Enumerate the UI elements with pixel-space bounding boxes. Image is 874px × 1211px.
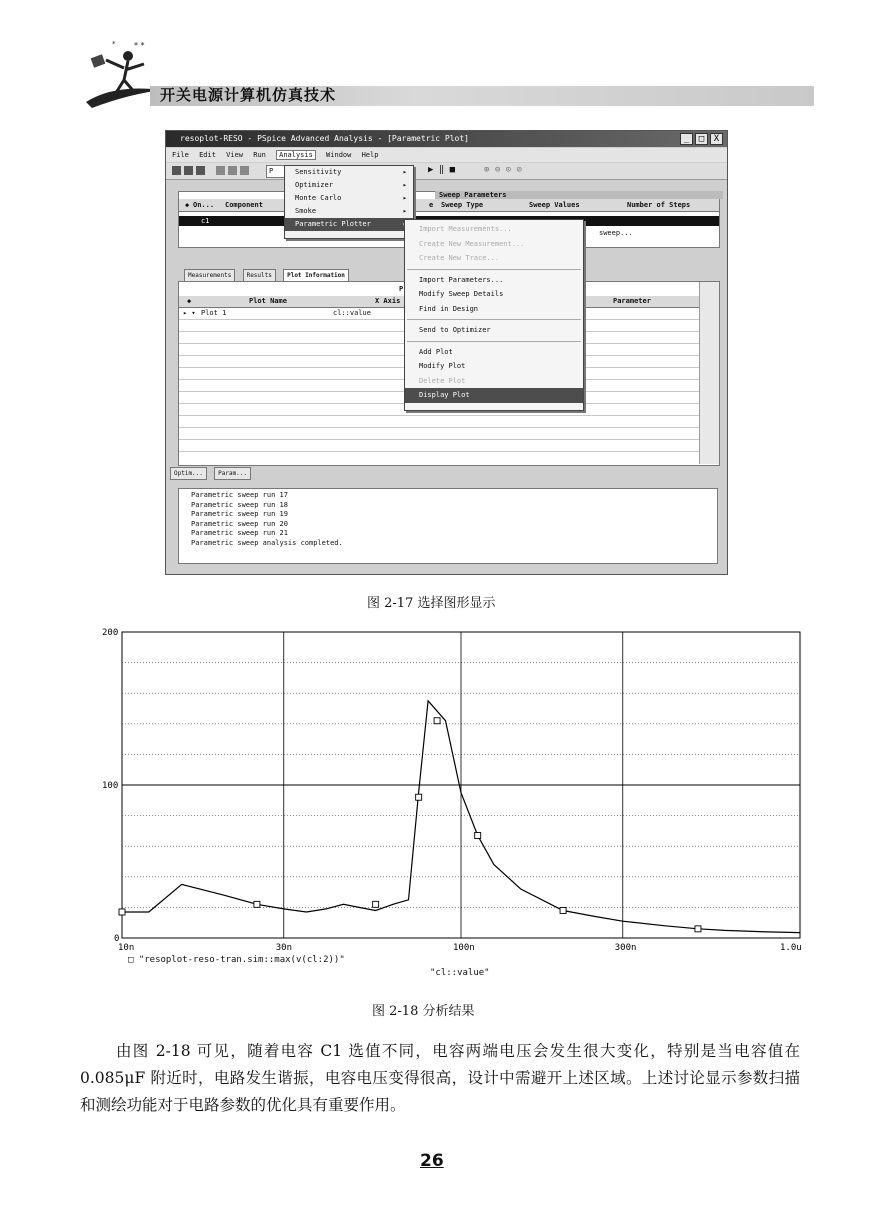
sweep-grid-header: ◆ On... Component e Sweep Type Sweep Values Number of Steps xyxy=(179,199,719,212)
print-icon[interactable] xyxy=(196,166,205,175)
y-tick-label: 0 xyxy=(114,934,120,944)
submenu-find-in-design[interactable]: Find in Design xyxy=(419,304,479,313)
y-tick-label: 100 xyxy=(102,781,119,791)
submenu-send-to-optimizer[interactable]: Send to Optimizer xyxy=(419,326,491,334)
window-titlebar xyxy=(166,131,727,147)
x-tick-label: 300n xyxy=(614,943,637,953)
book-title: 开关电源计算机仿真技术 xyxy=(160,86,337,104)
maximize-button[interactable]: □ xyxy=(695,133,708,145)
output-log xyxy=(178,488,718,564)
submenu-add-plot[interactable]: Add Plot xyxy=(419,347,453,356)
menu-item-parametric-plotter[interactable]: Parametric Plotter xyxy=(285,218,413,231)
menu-view[interactable]: View xyxy=(226,151,244,159)
pspice-window xyxy=(165,130,728,575)
body-paragraph: 由图 2-18 可见，随着电容 C1 选值不同，电容两端电压会发生很大变化，特别是当电容值在 0.085μF 附近时，电路发生谐振，电容电压变得很高，设计中需避开上述区域。上述讨论显示参数扫描和测绘功能对于电路参数的优化具有重要作用。 xyxy=(80,1042,800,1114)
menu-item-optimizer[interactable]: Optimizer ▸ xyxy=(295,181,407,189)
menu-item-sensitivity[interactable]: Sensitivity ▸ xyxy=(295,168,407,176)
col-x-axis: X Axis xyxy=(375,297,401,305)
submenu-display-plot[interactable]: Display Plot xyxy=(405,388,583,403)
plot-row-xaxis: cl::value xyxy=(333,309,371,317)
bottom-tabs xyxy=(170,467,254,481)
minimize-button[interactable]: _ xyxy=(680,133,693,145)
menu-window[interactable]: Window xyxy=(326,151,352,159)
run-icon[interactable]: ▶ ‖ ■ xyxy=(428,165,456,175)
menu-analysis[interactable]: Analysis xyxy=(276,150,316,160)
plot-grid-header: ◆ Plot Name X Axis Parameter xyxy=(179,296,699,308)
figure-caption-2-18: 图 2-18 分析结果 xyxy=(372,1004,475,1019)
log-line: Parametric sweep run 21 xyxy=(191,529,288,537)
menu-edit[interactable]: Edit xyxy=(199,151,216,159)
x-axis-label: "cl::value" xyxy=(430,968,490,978)
log-line: Parametric sweep run 18 xyxy=(191,500,288,509)
zoom-icons[interactable]: ⊕ ⊖ ⊙ ⊘ xyxy=(484,165,522,175)
figure-caption-2-17: 图 2-17 选择图形显示 xyxy=(367,596,496,611)
col-parameter: Parameter xyxy=(613,297,651,305)
svg-text:* *: * * xyxy=(134,41,145,50)
copy-icon[interactable] xyxy=(228,166,237,175)
plot-row-name: Plot 1 xyxy=(201,309,227,317)
menu-separator xyxy=(407,269,581,270)
col-component: Component xyxy=(225,201,263,209)
paste-icon[interactable] xyxy=(240,166,249,175)
tab-plot-information[interactable]: Plot Information xyxy=(283,269,349,282)
window-title: resoplot-RESO - PSpice Advanced Analysis - [Parametric Plot] xyxy=(180,134,469,143)
col-sweep-values: Sweep Values xyxy=(529,201,580,209)
plot-table-title: P xyxy=(399,285,404,293)
legend-text: "resoplot-reso-tran.sim::max(v(cl:2))" xyxy=(138,955,345,965)
log-line: Parametric sweep run 20 xyxy=(191,519,288,528)
col-on: On... xyxy=(193,201,215,209)
menu-item-monte-carlo[interactable]: Monte Carlo ▸ xyxy=(295,194,407,202)
submenu-import-measurements[interactable]: Import Measurements... xyxy=(419,225,512,233)
col-e: e xyxy=(429,201,434,209)
menu-separator xyxy=(407,341,581,342)
submenu-create-trace[interactable]: Create New Trace... xyxy=(419,254,500,262)
chart-legend xyxy=(128,955,345,965)
log-line: Parametric sweep analysis completed. xyxy=(191,538,343,547)
data-point-marker xyxy=(695,926,701,932)
data-point-marker xyxy=(373,901,379,907)
data-point-marker xyxy=(434,718,440,724)
parametric-plotter-submenu xyxy=(404,219,584,411)
submenu-create-measurement[interactable]: Create New Measurement... xyxy=(419,239,525,248)
menu-item-smoke[interactable]: Smoke ▸ xyxy=(295,207,407,215)
open-icon[interactable] xyxy=(172,166,181,175)
col-number-of-steps: Number of Steps xyxy=(627,201,691,209)
data-point-marker xyxy=(560,907,566,913)
close-button[interactable]: X xyxy=(710,133,723,145)
lower-tabs xyxy=(184,269,352,281)
menu-file[interactable]: File xyxy=(172,151,189,159)
x-tick-label: 30n xyxy=(275,943,293,953)
tab-results[interactable]: Results xyxy=(243,269,276,282)
analysis-result-chart xyxy=(95,622,815,992)
x-tick-label: 1.0u xyxy=(780,943,802,953)
tab-optimizer[interactable]: Optim... xyxy=(170,467,207,480)
tab-measurements[interactable]: Measurements xyxy=(184,269,235,282)
x-tick-label: 100n xyxy=(453,943,475,953)
log-line: Parametric sweep run 17 xyxy=(191,491,288,499)
submenu-modify-plot[interactable]: Modify Plot xyxy=(419,362,466,370)
toolbar xyxy=(166,163,727,180)
x-tick-label: 10n xyxy=(118,943,135,953)
col-sweep-type: Sweep Type xyxy=(441,201,484,209)
sweep-row-name: c1 xyxy=(201,217,210,225)
save-icon[interactable] xyxy=(184,166,193,175)
tab-parametric[interactable]: Param... xyxy=(214,467,251,480)
plot-row[interactable]: ▸ ▾ Plot 1 cl::value xyxy=(183,309,371,317)
analysis-menu xyxy=(284,165,414,239)
svg-text:*: * xyxy=(112,40,116,48)
plot-grid-scrollbar[interactable] xyxy=(699,282,719,464)
menu-help[interactable]: Help xyxy=(361,151,379,159)
log-line: Parametric sweep run 19 xyxy=(191,510,288,518)
toolbar-field[interactable]: P xyxy=(266,165,286,178)
submenu-modify-sweep[interactable]: Modify Sweep Details xyxy=(419,290,504,298)
sweep-panel-title: Sweep Parameters xyxy=(435,191,723,199)
col-plot-name: Plot Name xyxy=(249,297,287,305)
legend-marker: □ xyxy=(128,955,134,965)
submenu-delete-plot[interactable]: Delete Plot xyxy=(419,376,466,385)
data-point-marker xyxy=(254,901,260,907)
menu-bar xyxy=(166,148,727,162)
submenu-import-parameters[interactable]: Import Parameters... xyxy=(419,275,504,284)
menu-run[interactable]: Run xyxy=(253,151,266,159)
page-number: 26 xyxy=(420,1151,444,1171)
data-point-marker xyxy=(416,794,422,800)
data-point-marker xyxy=(475,832,481,838)
menu-separator xyxy=(407,319,581,320)
sweep-row-value: sweep... xyxy=(599,229,633,237)
cut-icon[interactable] xyxy=(216,166,225,175)
y-tick-label: 200 xyxy=(102,628,119,638)
data-point-marker xyxy=(119,909,125,915)
